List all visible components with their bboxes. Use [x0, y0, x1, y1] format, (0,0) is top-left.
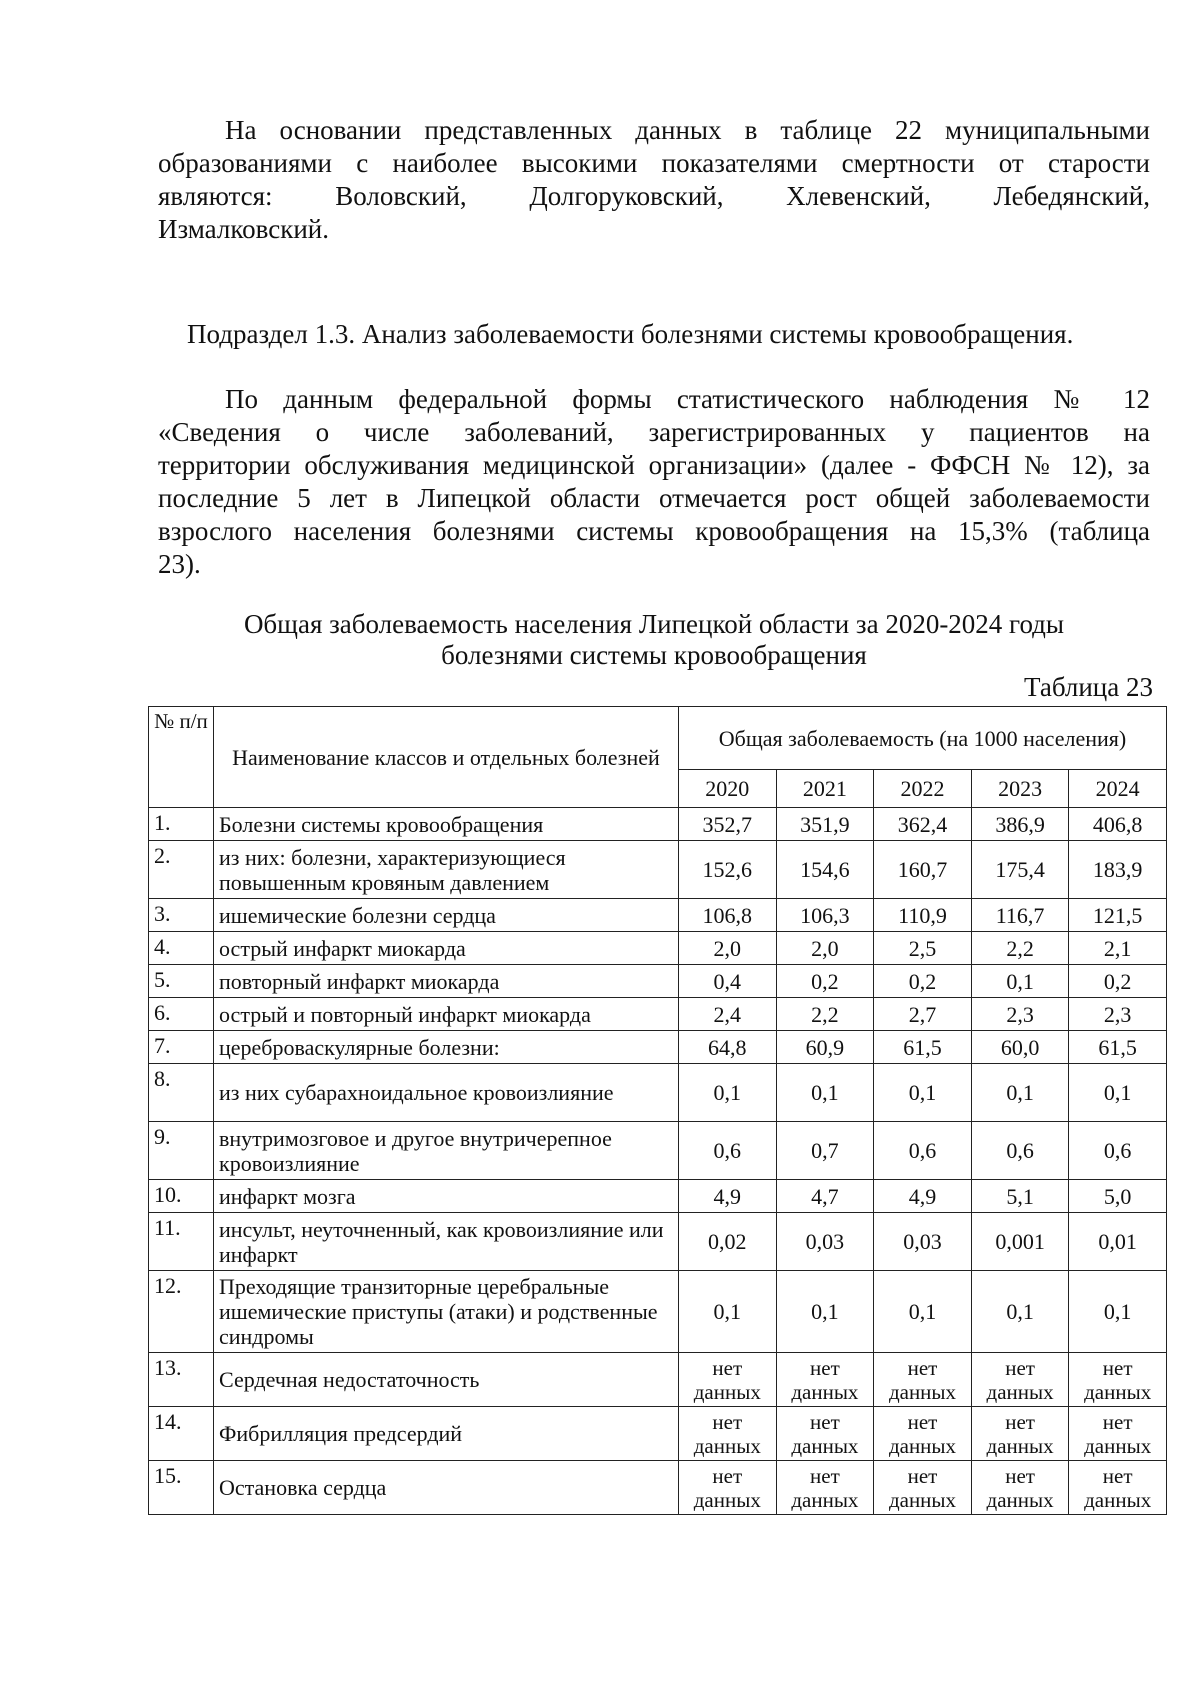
row-number: 11.: [149, 1213, 214, 1271]
value-cell-2020: 352,7: [679, 808, 777, 841]
value-cell-2021: 0,1: [776, 1064, 874, 1122]
table-row: [149, 1031, 1167, 1064]
header-year-2021: 2021: [776, 770, 874, 808]
paragraph-line: территории обслуживания медицинской организации» (далее - ФФСН № 12), за: [158, 450, 1150, 480]
no-data-label: данных: [791, 1433, 859, 1458]
value-cell-2022: 362,4: [874, 808, 972, 841]
row-number: 10.: [149, 1180, 214, 1213]
table-row: [149, 841, 1167, 899]
table-row: [149, 1407, 1167, 1461]
row-number: 4.: [149, 932, 214, 965]
table-row: [149, 1271, 1167, 1353]
subsection-title: Подраздел 1.3. Анализ заболеваемости болезнями системы кровообращения.: [187, 319, 1074, 349]
value-cell-2021: 106,3: [776, 899, 874, 932]
value-cell-2023: 0,1: [971, 965, 1069, 998]
value-cell-2023: 116,7: [971, 899, 1069, 932]
row-disease-name: внутримозговое и другое внутричерепное кровоизлияние: [214, 1122, 679, 1180]
value-cell-2024: 0,6: [1069, 1122, 1167, 1180]
no-data-cell-2023: [971, 1461, 1069, 1515]
row-number: 14.: [149, 1407, 214, 1461]
no-data-cell-2024: [1069, 1353, 1167, 1407]
value-cell-2024: 121,5: [1069, 899, 1167, 932]
value-cell-2020: 0,1: [679, 1271, 777, 1353]
value-cell-2020: 0,6: [679, 1122, 777, 1180]
row-number: 7.: [149, 1031, 214, 1064]
no-data-label: нет: [810, 1463, 840, 1488]
table-row: [149, 1122, 1167, 1180]
paragraph-line: На основании представленных данных в таблице 22 муниципальными: [225, 115, 1150, 145]
table-row: [149, 998, 1167, 1031]
table-caption-line: Общая заболеваемость населения Липецкой области за 2020-2024 годы: [243, 609, 1065, 639]
no-data-label: нет: [712, 1355, 743, 1380]
header-year-2023: 2023: [971, 770, 1069, 808]
row-disease-name: повторный инфаркт миокарда: [214, 965, 679, 998]
table-row: [149, 808, 1167, 841]
morbidity-table: [148, 706, 1167, 1515]
row-number: 9.: [149, 1122, 214, 1180]
no-data-label: нет: [810, 1409, 840, 1434]
paragraph-line: По данным федеральной формы статистического наблюдения № 12: [225, 384, 1150, 414]
value-cell-2020: 0,4: [679, 965, 777, 998]
value-cell-2023: 60,0: [971, 1031, 1069, 1064]
no-data-label: нет: [1005, 1355, 1035, 1380]
value-cell-2021: 0,1: [776, 1271, 874, 1353]
no-data-label: данных: [986, 1487, 1054, 1512]
no-data-cell-2020: [679, 1353, 777, 1407]
value-cell-2022: 2,7: [874, 998, 972, 1031]
no-data-cell-2021: [776, 1461, 874, 1515]
value-cell-2021: 2,2: [776, 998, 874, 1031]
value-cell-2020: 2,4: [679, 998, 777, 1031]
value-cell-2020: 2,0: [679, 932, 777, 965]
no-data-cell-2020: [679, 1407, 777, 1461]
value-cell-2021: 2,0: [776, 932, 874, 965]
no-data-label: нет: [1102, 1463, 1133, 1488]
value-cell-2022: 110,9: [874, 899, 972, 932]
value-cell-2024: 61,5: [1069, 1031, 1167, 1064]
no-data-label: нет: [907, 1355, 938, 1380]
no-data-label: данных: [791, 1487, 859, 1512]
value-cell-2024: 2,1: [1069, 932, 1167, 965]
value-cell-2023: 5,1: [971, 1180, 1069, 1213]
no-data-cell-2024: [1069, 1461, 1167, 1515]
no-data-label: данных: [1084, 1379, 1152, 1404]
value-cell-2021: 0,2: [776, 965, 874, 998]
row-disease-name: Сердечная недостаточность: [214, 1353, 679, 1407]
row-number: 15.: [149, 1461, 214, 1515]
paragraph-line: 23).: [158, 549, 201, 579]
no-data-label: данных: [986, 1433, 1054, 1458]
no-data-label: данных: [1084, 1487, 1152, 1512]
row-disease-name: ишемические болезни сердца: [214, 899, 679, 932]
table-row: [149, 1064, 1167, 1122]
no-data-cell-2020: [679, 1461, 777, 1515]
value-cell-2020: 64,8: [679, 1031, 777, 1064]
no-data-label: данных: [1084, 1433, 1152, 1458]
header-disease-name: Наименование классов и отдельных болезней: [214, 707, 679, 808]
header-morbidity-group: Общая заболеваемость (на 1000 населения): [679, 707, 1167, 770]
row-disease-name: острый инфаркт миокарда: [214, 932, 679, 965]
no-data-label: данных: [986, 1379, 1054, 1404]
value-cell-2023: 2,2: [971, 932, 1069, 965]
no-data-label: нет: [1005, 1409, 1035, 1434]
no-data-cell-2023: [971, 1407, 1069, 1461]
value-cell-2024: 0,2: [1069, 965, 1167, 998]
table-row: [149, 965, 1167, 998]
row-number: 6.: [149, 998, 214, 1031]
value-cell-2023: 175,4: [971, 841, 1069, 899]
table-number-label: Таблица 23: [1024, 672, 1153, 702]
paragraph-line: взрослого населения болезнями системы кровообращения на 15,3% (таблица: [158, 516, 1150, 546]
value-cell-2022: 160,7: [874, 841, 972, 899]
value-cell-2020: 106,8: [679, 899, 777, 932]
header-year-2024: 2024: [1069, 770, 1167, 808]
no-data-cell-2022: [874, 1407, 972, 1461]
value-cell-2020: 0,1: [679, 1064, 777, 1122]
header-year-2022: 2022: [874, 770, 972, 808]
header-year-2020: 2020: [679, 770, 777, 808]
value-cell-2020: 0,02: [679, 1213, 777, 1271]
no-data-label: нет: [1102, 1355, 1133, 1380]
table-caption: [158, 609, 1150, 671]
row-disease-name: Болезни системы кровообращения: [214, 808, 679, 841]
no-data-label: данных: [693, 1487, 761, 1512]
no-data-label: нет: [1102, 1409, 1133, 1434]
value-cell-2022: 61,5: [874, 1031, 972, 1064]
no-data-label: данных: [693, 1379, 761, 1404]
no-data-label: нет: [712, 1409, 743, 1434]
value-cell-2021: 0,03: [776, 1213, 874, 1271]
no-data-label: данных: [888, 1487, 957, 1512]
row-number: 2.: [149, 841, 214, 899]
table-caption-line: болезнями системы кровообращения: [441, 640, 867, 670]
row-disease-name: из них: болезни, характеризующиеся повышенным кровяным давлением: [214, 841, 679, 899]
paragraph-line: Измалковский.: [158, 214, 329, 244]
row-number: 1.: [149, 808, 214, 841]
table-row: [149, 932, 1167, 965]
value-cell-2022: 0,6: [874, 1122, 972, 1180]
value-cell-2023: 2,3: [971, 998, 1069, 1031]
paragraph-morbidity-summary: [158, 383, 1150, 581]
row-number: 8.: [149, 1064, 214, 1122]
value-cell-2020: 152,6: [679, 841, 777, 899]
no-data-cell-2021: [776, 1407, 874, 1461]
no-data-cell-2022: [874, 1461, 972, 1515]
value-cell-2022: 0,1: [874, 1064, 972, 1122]
value-cell-2024: 0,01: [1069, 1213, 1167, 1271]
value-cell-2023: 386,9: [971, 808, 1069, 841]
row-disease-name: цереброваскулярные болезни:: [214, 1031, 679, 1064]
table-row: [149, 1213, 1167, 1271]
value-cell-2021: 4,7: [776, 1180, 874, 1213]
no-data-label: нет: [810, 1355, 840, 1380]
value-cell-2024: 0,1: [1069, 1064, 1167, 1122]
value-cell-2022: 4,9: [874, 1180, 972, 1213]
row-disease-name: из них субарахноидальное кровоизлияние: [214, 1064, 679, 1122]
value-cell-2020: 4,9: [679, 1180, 777, 1213]
value-cell-2022: 0,1: [874, 1271, 972, 1353]
table-row: [149, 899, 1167, 932]
value-cell-2024: 183,9: [1069, 841, 1167, 899]
no-data-label: данных: [888, 1433, 957, 1458]
value-cell-2021: 154,6: [776, 841, 874, 899]
table-body: [149, 808, 1167, 1515]
value-cell-2023: 0,1: [971, 1064, 1069, 1122]
no-data-cell-2021: [776, 1353, 874, 1407]
table-row: [149, 1353, 1167, 1407]
row-disease-name: инфаркт мозга: [214, 1180, 679, 1213]
table-row: [149, 1180, 1167, 1213]
no-data-label: данных: [791, 1379, 859, 1404]
row-number: 13.: [149, 1353, 214, 1407]
no-data-cell-2022: [874, 1353, 972, 1407]
row-disease-name: инсульт, неуточненный, как кровоизлияние или инфаркт: [214, 1213, 679, 1271]
paragraph-mortality-summary: [158, 114, 1150, 246]
no-data-cell-2023: [971, 1353, 1069, 1407]
value-cell-2024: 0,1: [1069, 1271, 1167, 1353]
row-disease-name: Фибрилляция предсердий: [214, 1407, 679, 1461]
row-disease-name: острый и повторный инфаркт миокарда: [214, 998, 679, 1031]
no-data-label: данных: [888, 1379, 957, 1404]
row-number: 5.: [149, 965, 214, 998]
row-disease-name: Преходящие транзиторные церебральные ишемические приступы (атаки) и родственные синдромы: [214, 1271, 679, 1353]
no-data-label: нет: [712, 1463, 743, 1488]
paragraph-line: образованиями с наиболее высокими показателями смертности от старости: [158, 148, 1150, 178]
no-data-cell-2024: [1069, 1407, 1167, 1461]
row-number: 12.: [149, 1271, 214, 1353]
value-cell-2021: 351,9: [776, 808, 874, 841]
table-header-row: [149, 707, 1167, 770]
paragraph-line: последние 5 лет в Липецкой области отмечается рост общей заболеваемости: [158, 483, 1150, 513]
table-row: [149, 1461, 1167, 1515]
paragraph-line: являются: Воловский, Долгоруковский, Хлевенский, Лебедянский,: [158, 181, 1150, 211]
paragraph-line: «Сведения о числе заболеваний, зарегистрированных у пациентов на: [158, 417, 1150, 447]
header-number: № п/п: [149, 707, 214, 808]
value-cell-2024: 406,8: [1069, 808, 1167, 841]
value-cell-2022: 0,2: [874, 965, 972, 998]
value-cell-2023: 0,6: [971, 1122, 1069, 1180]
value-cell-2023: 0,1: [971, 1271, 1069, 1353]
no-data-label: нет: [1005, 1463, 1035, 1488]
value-cell-2022: 0,03: [874, 1213, 972, 1271]
value-cell-2022: 2,5: [874, 932, 972, 965]
value-cell-2024: 5,0: [1069, 1180, 1167, 1213]
row-number: 3.: [149, 899, 214, 932]
no-data-label: данных: [693, 1433, 761, 1458]
no-data-label: нет: [907, 1409, 938, 1434]
value-cell-2024: 2,3: [1069, 998, 1167, 1031]
value-cell-2021: 0,7: [776, 1122, 874, 1180]
no-data-label: нет: [907, 1463, 938, 1488]
value-cell-2023: 0,001: [971, 1213, 1069, 1271]
value-cell-2021: 60,9: [776, 1031, 874, 1064]
row-disease-name: Остановка сердца: [214, 1461, 679, 1515]
